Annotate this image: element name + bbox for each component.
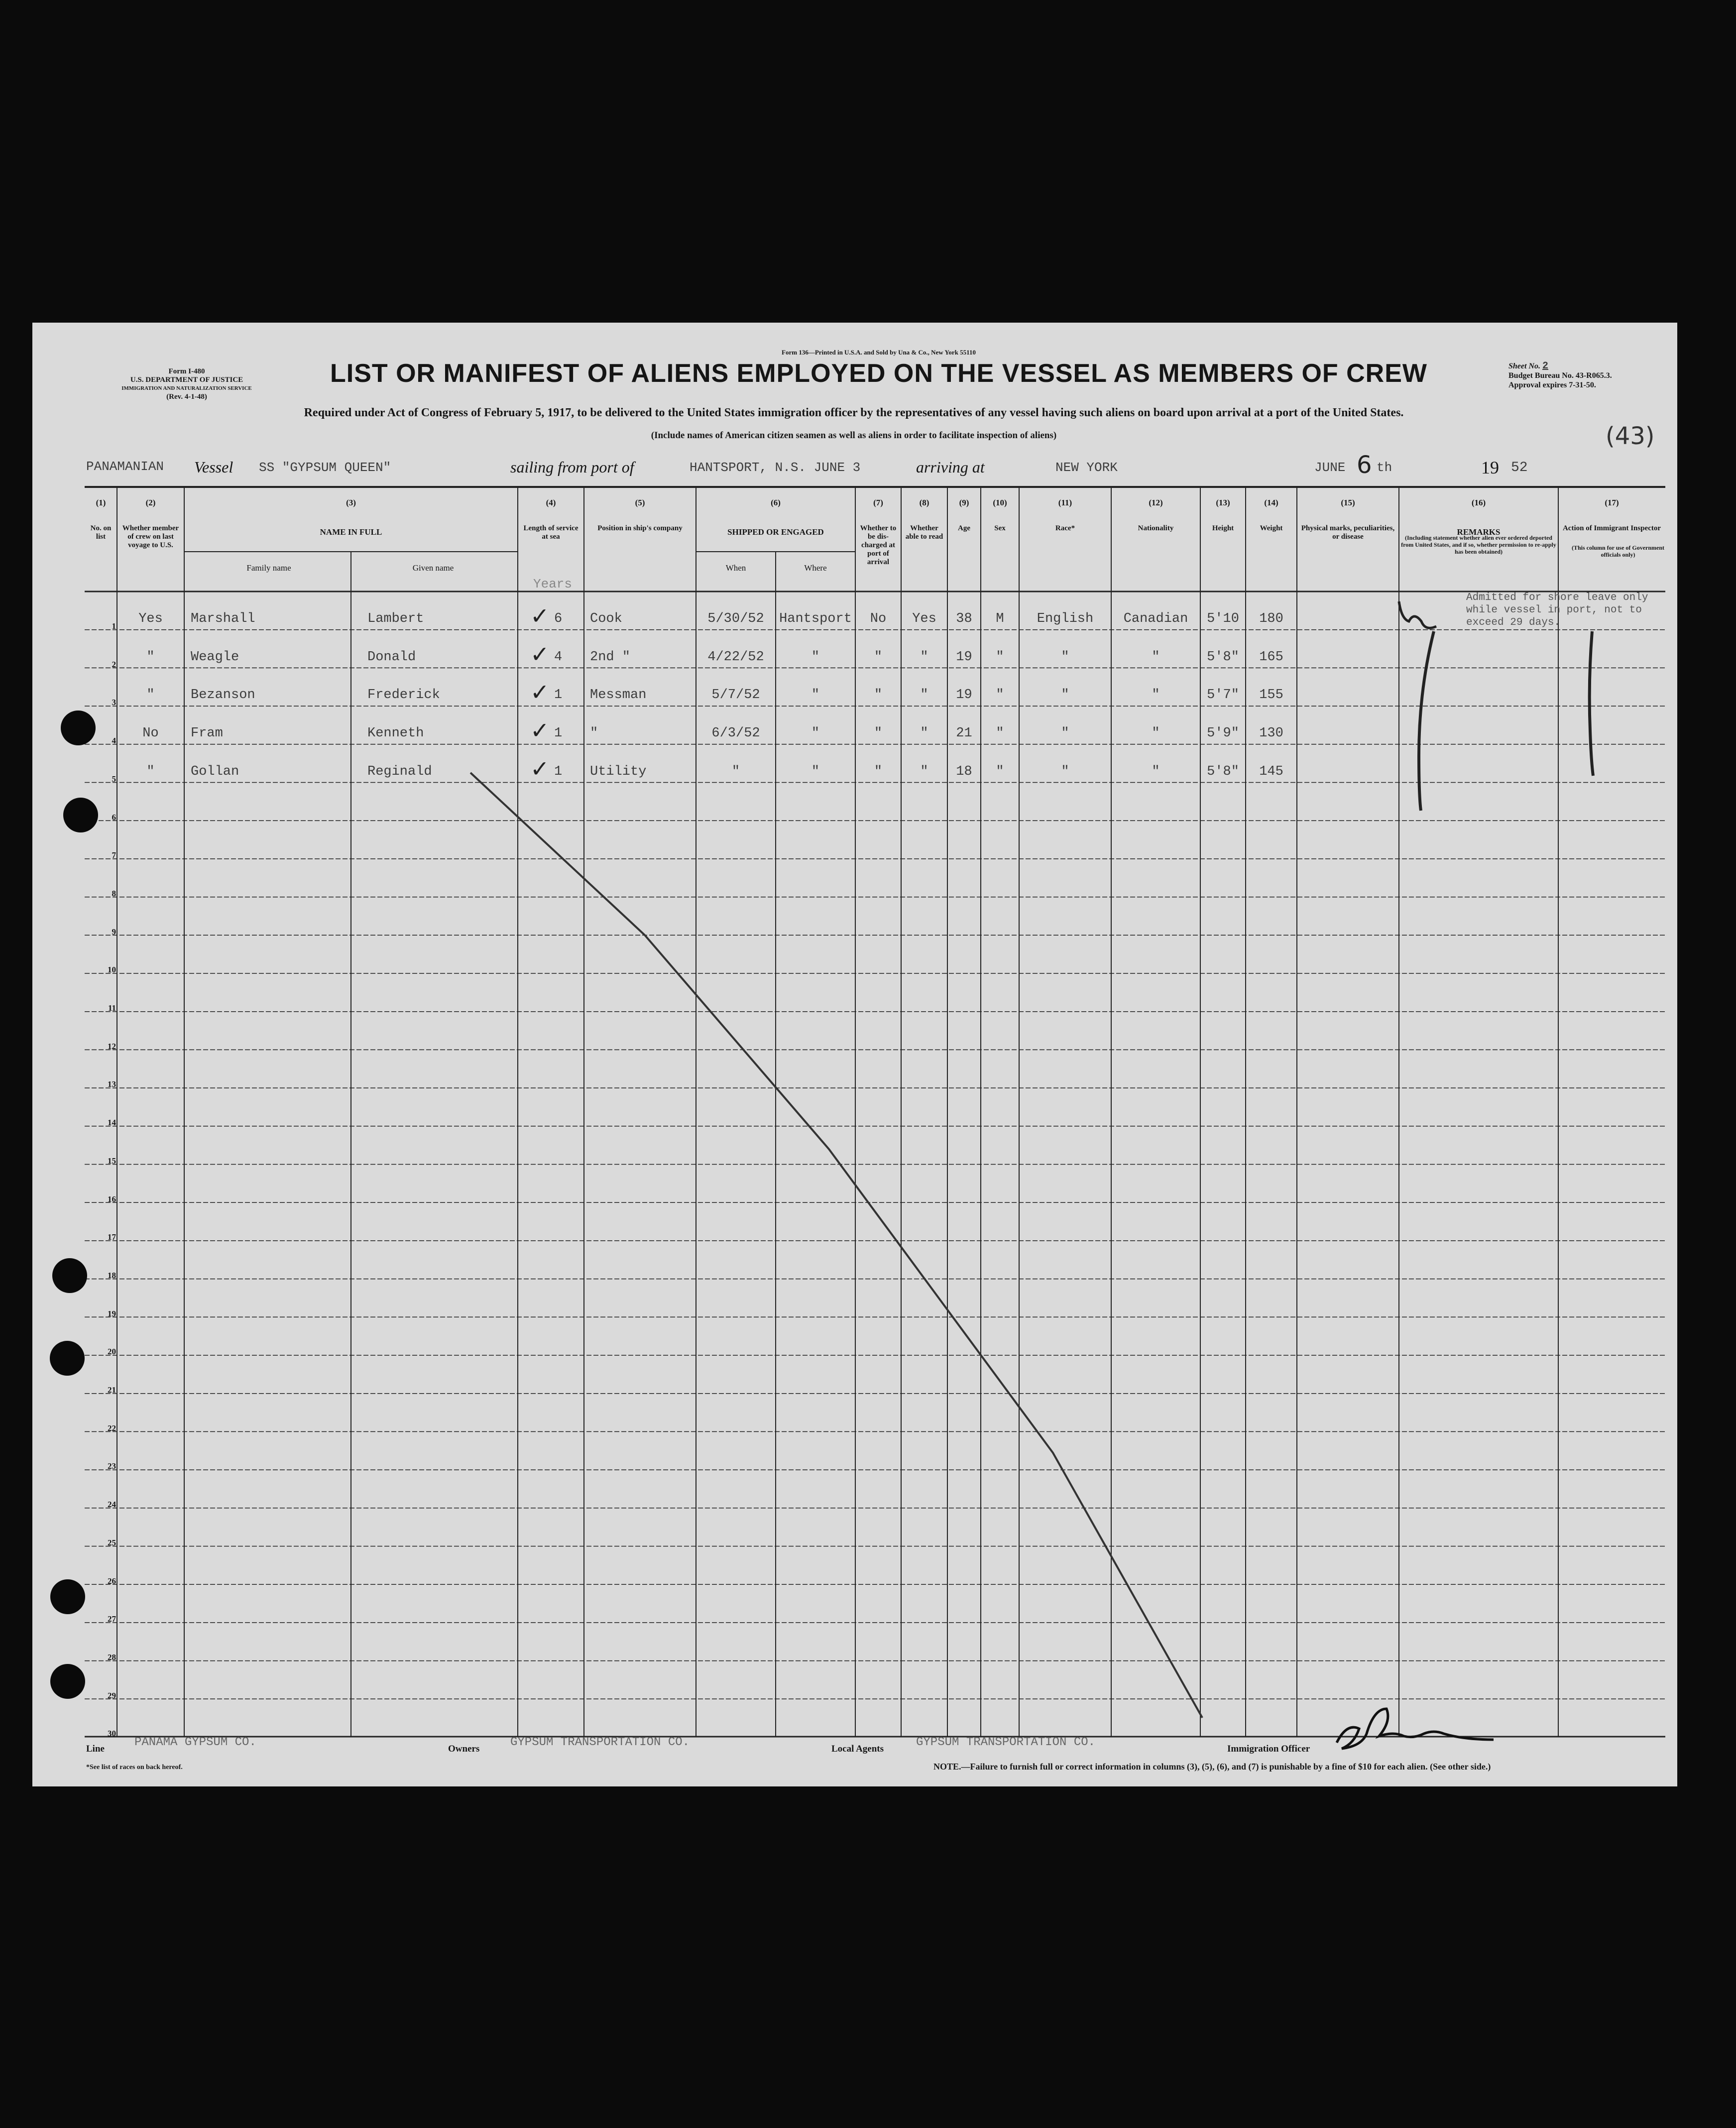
column-label: Weight: [1260, 524, 1283, 532]
column-number: (14): [1264, 498, 1278, 507]
last-voyage-cell: ": [146, 649, 155, 665]
discharged-cell: ": [874, 649, 883, 665]
row-number: 11: [108, 1003, 116, 1013]
given-name-cell: Reginald: [367, 764, 432, 779]
weight-cell: 130: [1259, 726, 1283, 741]
able-to-read-cell: ": [920, 649, 928, 665]
sailing-label: sailing from port of: [510, 458, 634, 476]
local-agents-label: Local Agents: [831, 1744, 884, 1754]
form-number: Form I-480: [168, 367, 205, 375]
column-label: NAME IN FULL: [320, 527, 382, 537]
row-number: 20: [108, 1347, 116, 1357]
manifest-sheet: [32, 323, 1677, 1786]
weight-cell: 180: [1259, 611, 1283, 626]
column-number: (16): [1471, 498, 1486, 507]
row-number: 27: [108, 1614, 116, 1624]
arrival-date: JUNE: [1314, 460, 1346, 475]
column-number: (6): [771, 498, 781, 507]
approval-expiry: Approval expires 7-31-50.: [1508, 381, 1596, 389]
discharged-cell: ": [874, 764, 883, 779]
printer-line: Form 136—Printed in U.S.A. and Sold by Una & Co., New York 55110: [782, 349, 976, 356]
column-number: (8): [919, 498, 929, 507]
row-number: 12: [108, 1041, 116, 1051]
shipped-when-cell: 5/7/52: [711, 688, 760, 703]
row-number: 5: [112, 774, 116, 784]
shipped-where-cell: ": [811, 764, 820, 779]
row-number: 17: [108, 1232, 116, 1242]
budget-bureau: Budget Bureau No. 43-R065.3.: [1508, 371, 1612, 380]
row-number: 24: [108, 1500, 116, 1510]
column-number: (13): [1216, 498, 1230, 507]
column-label: Action of Immigrant Inspector: [1562, 524, 1661, 532]
column-number: (4): [546, 498, 556, 507]
column-number: (2): [145, 498, 156, 507]
given-name-cell: Lambert: [367, 611, 424, 626]
position-cell: Utility: [590, 764, 647, 779]
check-mark-icon: ✓: [530, 717, 550, 744]
race-cell: ": [1061, 688, 1069, 703]
family-name-cell: Weagle: [191, 649, 239, 665]
arriving-label: arriving at: [916, 458, 985, 476]
shipped-when-cell: 6/3/52: [711, 726, 760, 741]
discharged-cell: No: [870, 611, 887, 626]
age-cell: 38: [956, 611, 972, 626]
column-label: No. on list: [90, 524, 112, 541]
column-number: (15): [1341, 498, 1355, 507]
shipped-where-cell: ": [811, 726, 820, 741]
year-suffix: 52: [1511, 460, 1528, 475]
row-number: 18: [108, 1270, 116, 1280]
row-number: 8: [112, 888, 116, 898]
sailing-port: HANTSPORT, N.S. JUNE 3: [690, 460, 861, 475]
column-label: REMARKS: [1457, 527, 1501, 537]
given-name-cell: Kenneth: [367, 726, 424, 741]
column-label: Physical marks, peculiarities, or disease: [1301, 524, 1395, 541]
family-name-cell: Bezanson: [191, 688, 255, 703]
shipped-where-cell: ": [811, 688, 820, 703]
nationality-cell: ": [1152, 688, 1160, 703]
row-number: 19: [108, 1308, 116, 1318]
sex-cell: ": [996, 688, 1004, 703]
action-ditto-stroke: [1590, 631, 1593, 776]
position-cell: Cook: [590, 611, 622, 626]
local-agents-value: GYPSUM TRANSPORTATION CO.: [916, 1736, 1096, 1749]
action-note: (This column for use of Government officials only): [1571, 544, 1665, 558]
age-cell: 19: [956, 649, 972, 665]
row-number: 16: [108, 1194, 116, 1204]
height-cell: 5'7": [1207, 688, 1239, 703]
column-label: Sex: [994, 524, 1006, 532]
punch-hole: [50, 1341, 85, 1376]
weight-cell: 165: [1259, 649, 1283, 665]
column-number: (17): [1605, 498, 1619, 507]
cancel-strike-line: [470, 773, 1202, 1718]
height-cell: 5'10: [1207, 611, 1239, 626]
page-reference: (43): [1606, 422, 1655, 450]
row-number: 6: [112, 812, 116, 822]
able-to-read-cell: Yes: [912, 611, 936, 626]
given-name-cell: Frederick: [367, 688, 440, 703]
row-number: 21: [108, 1385, 116, 1395]
column-label: SHIPPED OR ENGAGED: [727, 527, 824, 537]
nationality-cell: ": [1152, 726, 1160, 741]
column-number: (11): [1058, 498, 1072, 507]
row-number: 9: [112, 927, 116, 937]
year-prefix: 19: [1481, 458, 1499, 477]
page-title: LIST OR MANIFEST OF ALIENS EMPLOYED ON THE VESSEL AS MEMBERS OF CREW: [330, 359, 1427, 388]
age-cell: 21: [956, 726, 972, 741]
able-to-read-cell: ": [920, 764, 928, 779]
service-length-cell: 1: [554, 688, 563, 703]
shipped-where-cell: Hantsport: [779, 611, 852, 626]
column-label: Whether member of crew on last voyage to U.S.: [122, 524, 179, 549]
subheader-given-name: Given name: [412, 563, 454, 573]
sex-cell: ": [996, 764, 1004, 779]
immigration-officer-label: Immigration Officer: [1227, 1744, 1310, 1754]
column-number: (7): [873, 498, 883, 507]
subheader-years: Years: [533, 577, 572, 591]
owners-label: Owners: [448, 1744, 480, 1754]
row-number: 28: [108, 1652, 116, 1662]
row-number: 4: [112, 736, 116, 746]
row-number: 7: [112, 850, 116, 860]
last-voyage-cell: No: [142, 726, 159, 741]
row-number: 25: [108, 1537, 116, 1547]
subheader-where: Where: [804, 563, 827, 573]
department: U.S. DEPARTMENT OF JUSTICE: [130, 376, 243, 384]
row-number: 26: [108, 1576, 116, 1586]
subheader-family-name: Family name: [246, 563, 291, 573]
handwritten-marks: [32, 323, 1677, 1786]
column-number: (3): [346, 498, 356, 507]
remarks-ditto-stroke: [1419, 631, 1434, 811]
row-number: 1: [112, 621, 116, 631]
weight-cell: 155: [1259, 688, 1283, 703]
discharged-cell: ": [874, 726, 883, 741]
nationality-cell: ": [1152, 649, 1160, 665]
able-to-read-cell: ": [920, 726, 928, 741]
shipped-where-cell: ": [811, 649, 820, 665]
punch-hole: [50, 1579, 85, 1614]
races-note: *See list of races on back hereof.: [86, 1764, 183, 1771]
sheet-label: Sheet No.: [1508, 362, 1540, 370]
column-number: (12): [1149, 498, 1163, 507]
family-name-cell: Fram: [191, 726, 223, 741]
sheet-number: 2: [1542, 360, 1549, 372]
shipped-when-cell: 5/30/52: [707, 611, 764, 626]
line-label: Line: [86, 1744, 105, 1754]
race-cell: English: [1037, 611, 1094, 626]
position-cell: 2nd ": [590, 649, 631, 665]
line-value: PANAMA GYPSUM CO.: [134, 1736, 256, 1749]
last-voyage-cell: ": [146, 764, 155, 779]
check-mark-icon: ✓: [530, 640, 550, 668]
subheader-when: When: [725, 563, 746, 573]
footer-note: NOTE.—Failure to furnish full or correct information in columns (3), (5), (6), and (7) is punishable by a fine of $10 for each alien. (See other side.): [933, 1762, 1491, 1772]
punch-hole: [61, 710, 96, 745]
row-number: 3: [112, 698, 116, 708]
column-number: (10): [993, 498, 1007, 507]
weight-cell: 145: [1259, 764, 1283, 779]
check-mark-icon: ✓: [530, 679, 550, 706]
column-number: (5): [635, 498, 645, 507]
column-number: (1): [96, 498, 106, 507]
service-length-cell: 1: [554, 726, 563, 741]
check-mark-icon: ✓: [530, 602, 550, 629]
service-length-cell: 6: [554, 611, 563, 626]
height-cell: 5'8": [1207, 764, 1239, 779]
column-label: Length of service at sea: [523, 524, 579, 541]
height-cell: 5'8": [1207, 649, 1239, 665]
service-length-cell: 1: [554, 764, 563, 779]
column-label: Position in ship's company: [597, 524, 683, 532]
last-voyage-cell: Yes: [138, 611, 163, 626]
column-label: Race*: [1055, 524, 1075, 532]
family-name-cell: Marshall: [191, 611, 255, 626]
race-cell: ": [1061, 649, 1069, 665]
age-cell: 19: [956, 688, 972, 703]
row-number: 14: [108, 1118, 116, 1128]
nationality-cell: ": [1152, 764, 1160, 779]
officer-signature: [1337, 1709, 1494, 1749]
remarks-text: Admitted for shore leave only while vessel in port, not to exceed 29 days.: [1466, 592, 1648, 628]
position-cell: ": [590, 726, 598, 741]
column-label: Height: [1212, 524, 1234, 532]
owners-value: GYPSUM TRANSPORTATION CO.: [510, 1736, 690, 1749]
race-cell: ": [1061, 726, 1069, 741]
nationality-cell: Canadian: [1123, 611, 1188, 626]
remarks-note: (Including statement whether alien ever ordered deported from United States, and if so, whether permission to re-apply has been obtained): [1401, 534, 1556, 555]
able-to-read-cell: ": [920, 688, 928, 703]
sex-cell: ": [996, 649, 1004, 665]
arrival-day: 6: [1357, 451, 1372, 479]
check-mark-icon: ✓: [530, 755, 550, 782]
column-label: Nationality: [1138, 524, 1174, 532]
service-name: IMMIGRATION AND NATURALIZATION SERVICE: [121, 385, 252, 391]
column-label: Whether able to read: [905, 524, 943, 541]
race-cell: ": [1061, 764, 1069, 779]
row-number: 23: [108, 1461, 116, 1471]
vessel-label: Vessel: [194, 458, 233, 476]
form-subtitle: Required under Act of Congress of February 5, 1917, to be delivered to the United States immigration officer by the representatives of any vessel having such aliens on board upon arrival at a port of the United States.: [304, 406, 1404, 419]
punch-hole: [50, 1664, 85, 1699]
service-length-cell: 4: [554, 649, 563, 665]
last-voyage-cell: ": [146, 688, 155, 703]
row-number: 29: [108, 1690, 116, 1700]
row-number: 10: [108, 965, 116, 975]
row-number: 15: [108, 1156, 116, 1166]
given-name-cell: Donald: [367, 649, 416, 665]
family-name-cell: Gollan: [191, 764, 239, 779]
discharged-cell: ": [874, 688, 883, 703]
row-number: 22: [108, 1423, 116, 1433]
punch-hole: [52, 1258, 87, 1293]
row-number: 13: [108, 1079, 116, 1089]
position-cell: Messman: [590, 688, 647, 703]
height-cell: 5'9": [1207, 726, 1239, 741]
shipped-when-cell: ": [731, 764, 740, 779]
revision: (Rev. 4-1-48): [166, 393, 207, 401]
vessel-name: SS "GYPSUM QUEEN": [259, 460, 391, 475]
row-number: 30: [108, 1729, 116, 1739]
shipped-when-cell: 4/22/52: [707, 649, 764, 665]
punch-hole: [63, 798, 98, 832]
arrival-day-suffix: th: [1377, 460, 1392, 475]
remarks-initials: [1399, 601, 1436, 628]
age-cell: 18: [956, 764, 972, 779]
row-number: 2: [112, 659, 116, 669]
column-label: Age: [958, 524, 970, 532]
vessel-flag: PANAMANIAN: [86, 459, 164, 474]
sex-cell: M: [996, 611, 1004, 626]
column-number: (9): [959, 498, 969, 507]
form-subtitle-note: (Include names of American citizen seamen as well as aliens in order to facilitate inspection of aliens): [651, 430, 1057, 441]
arriving-port: NEW YORK: [1055, 460, 1118, 475]
column-label: Whether to be dis-charged at port of arrival: [860, 524, 897, 566]
sex-cell: ": [996, 726, 1004, 741]
